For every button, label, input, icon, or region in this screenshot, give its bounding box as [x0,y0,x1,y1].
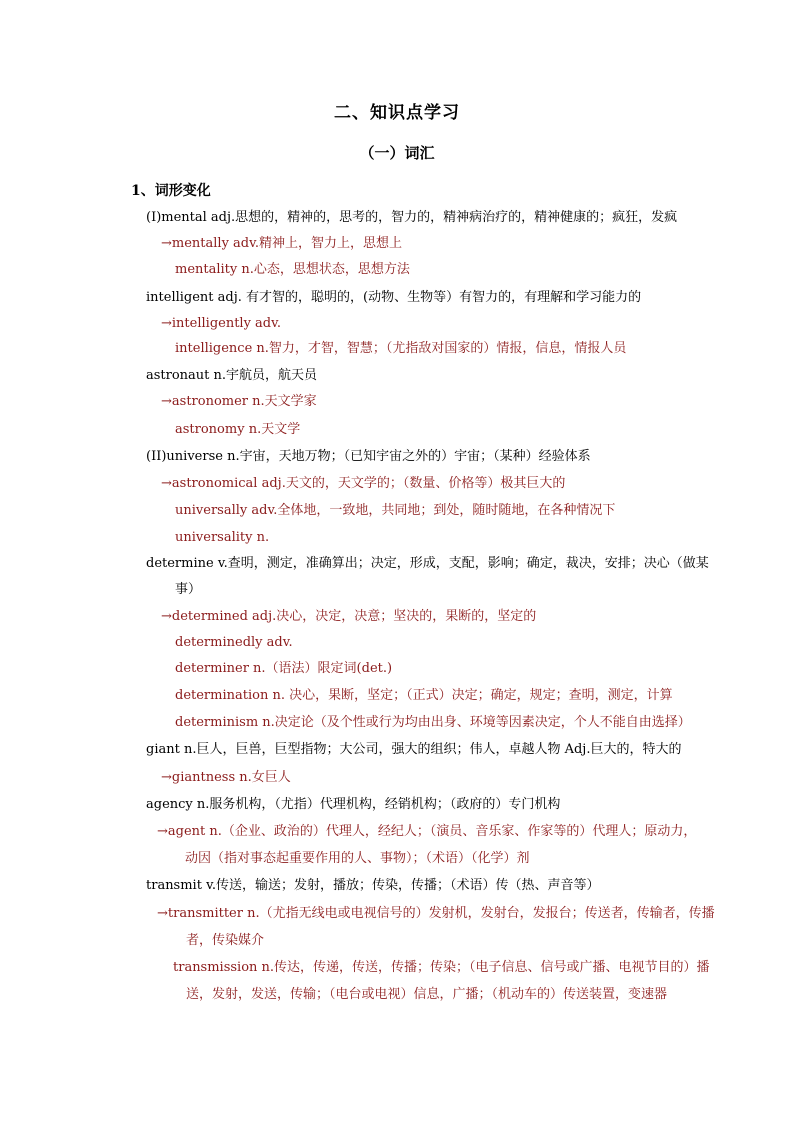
entry-line-transmitter-cont: 者，传染媒介 [186,933,265,948]
entry-line-astronaut: astronaut n.宇航员，航天员 [146,368,318,383]
section-subtitle: （一）词汇 [359,144,435,162]
entry-line-mentality: mentality n.心态，思想状态，思想方法 [175,262,410,277]
entry-line-intelligently: →intelligently adv. [161,316,282,331]
entry-line-determiner: determiner n.（语法）限定词(det.) [175,661,393,676]
entry-line-determine-cont: 事） [175,582,202,597]
entry-line-astronomical: →astronomical adj.天文的，天文学的；（数量、价格等）极其巨大的 [161,476,566,491]
entry-line-transmitter: →transmitter n.（尤指无线电或电视信号的）发射机，发射台，发报台；传送者，传输者，传播 [157,906,715,921]
page-title: 二、知识点学习 [334,103,460,123]
entry-line-determine: determine v.查明，测定，准确算出；决定，形成，支配，影响；确定，裁决，安排；决心（做某 [146,556,709,571]
entry-line-determination: determination n. 决心，果断，坚定；（正式）决定；确定，规定；查明，测定，计算 [175,688,673,703]
entry-line-astronomy: astronomy n.天文学 [175,422,301,437]
entry-line-intelligence: intelligence n.智力，才智，智慧；（尤指敌对国家的）情报，信息，情报人员 [175,341,627,356]
entry-line-astronomer: →astronomer n.天文学家 [161,394,317,409]
section-heading: 1、词形变化 [131,183,211,199]
entry-line-transmit: transmit v.传送，输送；发射，播放；传染，传播；（术语）传（热、声音等） [146,878,600,893]
entry-line-determinism: determinism n.决定论（及个性或行为均由出身、环境等因素决定，个人不能自由选择） [175,715,691,730]
entry-line-transmission: transmission n.传达，传递，传送，传播；传染；（电子信息、信号或广播、电视节目的）播 [173,960,710,975]
entry-line-intelligent: intelligent adj. 有才智的，聪明的，(动物、生物等）有智力的，有理解和学习能力的 [146,290,642,305]
entry-line-agency: agency n.服务机构，（尤指）代理机构，经销机构；（政府的）专门机构 [146,797,561,812]
entry-line-agent-cont: 动因（指对事态起重要作用的人、事物）；（术语）（化学）剂 [185,851,530,866]
entry-line-universe: (II)universe n.宇宙，天地万物；（已知宇宙之外的）宇宙；（某种）经验体系 [146,449,591,464]
entry-line-transmission-cont: 送，发射，发送，传输；（电台或电视）信息，广播；（机动车的）传送装置，变速器 [186,987,668,1002]
entry-line-agent: →agent n.（企业、政治的）代理人，经纪人；（演员、音乐家、作家等的）代理人；原动力， [157,824,697,839]
entry-line-giantness: →giantness n.女巨人 [161,770,291,785]
entry-line-universality: universality n. [175,530,270,545]
entry-line-determined: →determined adj.决心，决定，决意；坚决的，果断的，坚定的 [161,609,537,624]
entry-line-determinedly: determinedly adv. [175,635,293,650]
entry-line-mental: (I)mental adj.思想的，精神的，思考的，智力的，精神病治疗的，精神健康的；疯狂，发疯 [146,210,678,225]
entry-line-mentally: →mentally adv.精神上，智力上，思想上 [161,236,403,251]
entry-line-universally: universally adv.全体地，一致地，共同地；到处，随时随地，在各种情况下 [175,503,616,518]
entry-line-giant: giant n.巨人，巨兽，巨型指物；大公司，强大的组织；伟人，卓越人物 Adj.巨大的，特大的 [146,742,682,757]
